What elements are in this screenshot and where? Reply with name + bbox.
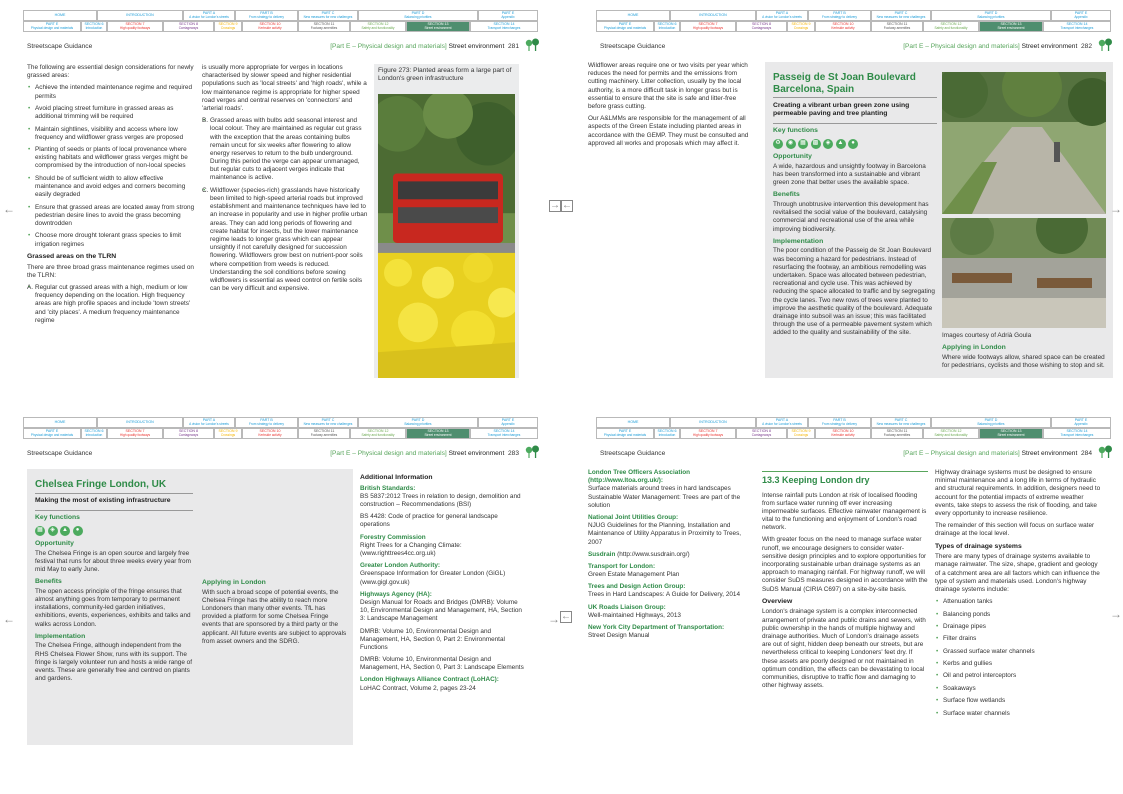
nav-section-13[interactable]: SECTION 13 Street environment	[979, 428, 1043, 439]
running-header	[600, 450, 1092, 458]
nav-section-6[interactable]: SECTION 6 Introduction	[81, 428, 107, 439]
list-item: • Attenuation tanks	[935, 598, 1103, 606]
regime-a: • A. Regular cut grassed areas with a high, medium or low frequency depending on the location. High frequency areas are high profile spaces and include 'town streets' and 'city places'. A medium frequency maintenance regime	[27, 284, 195, 325]
nav-section-9[interactable]: SECTION 9 Crossings	[787, 21, 815, 32]
left-arrow-icon[interactable]: ←	[561, 610, 571, 622]
list-item: • Drainage pipes	[935, 623, 1103, 631]
walking-icon: ♻	[773, 139, 783, 149]
nav-part-e[interactable]: PART E Appendix	[478, 10, 538, 21]
tree-icon	[524, 38, 540, 52]
left-arrow-icon[interactable]: ←	[3, 202, 15, 216]
intro-text: The following are essential design considerations for newly grassed areas:	[27, 64, 194, 80]
page-281	[0, 0, 540, 378]
types-heading: Types of drainage systems	[935, 542, 1022, 550]
nav-section-10[interactable]: SECTION 10 Kerbside activity	[242, 428, 298, 439]
list-item: • Grassed surface water channels	[935, 648, 1103, 656]
nav-part-c[interactable]: PART C New measures for new challenges	[871, 417, 931, 428]
page-number: 281	[507, 43, 519, 50]
section-nav	[23, 417, 538, 439]
nav-introduction[interactable]: INTRODUCTION	[670, 417, 756, 428]
ref-item: Design Manual for Roads and Bridges (DMRB): Volume 10, Environmental Design and Management, HA, Section 3: Landscape Management	[360, 598, 522, 623]
nav-part-e[interactable]: PART E Appendix	[478, 417, 538, 428]
planted-areas-photo	[378, 94, 515, 378]
ref-org: New York City Department of Transportation:	[588, 624, 725, 631]
overview-heading: Overview	[762, 597, 793, 605]
ref-org: National Joint Utilities Group:	[588, 513, 679, 521]
applying-text: Where wide footways allow, shared space can be created for pedestrians, cyclists and those wishing to stop and sit.	[942, 353, 1105, 370]
opportunity-text: The Chelsea Fringe is an open source and largely free festival that runs for about three weeks every year from mid May to early June.	[35, 549, 191, 573]
nav-home[interactable]: HOME	[596, 10, 670, 21]
nav-section-10[interactable]: SECTION 10 Kerbside activity	[242, 21, 298, 32]
nav-part-b[interactable]: PART B From strategy to delivery	[808, 417, 871, 428]
column-1	[27, 64, 195, 329]
benefits-heading: Benefits	[35, 578, 62, 586]
nav-part-e-physical[interactable]: PART E Physical design and materials	[23, 21, 81, 32]
nav-section-8[interactable]: SECTION 8 Carriageways	[163, 21, 214, 32]
regime-a-continued: is usually more appropriate for verges in locations characterised by slower speed and higher residential populations such as 'local streets' and 'high roads', while a low maintenance regime is appropriate for higher speed road verges and central reserves on 'connectors' and 'arterial roads'.	[202, 64, 367, 112]
list-item: • Surface flow wetlands	[935, 697, 1103, 705]
implementation-heading: Implementation	[35, 632, 86, 640]
left-arrow-icon[interactable]: ←	[562, 199, 572, 211]
paragraph: The remainder of this section will focus on surface water drainage at the local level.	[935, 522, 1095, 538]
regime-c: • C. Wildflower (species-rich) grasslands have historically been limited to high-speed arterial roads but improved establishment and maintenance techniques have led to an increase in popularity and use in higher profile urban areas. They can add long periods of flowering and create habitat for insects, but the lower maintenance regime leads to longer grass which can appear unsightly if not carefully designed for succession flowering. Wildflowers grow best on nutrient-poor soils where competition from weeds is reduced. Understanding the soil conditions before sowing wildflowers is essential as weed control on fertile soils can be very difficult and expensive.	[202, 187, 368, 293]
nav-part-a[interactable]: PART A A vision for London's streets	[756, 10, 808, 21]
paragraph: Intense rainfall puts London at risk of localised flooding from surface water running off ever increasing impermeable surfaces. Effective rainwater management is vital to the functioning and enjoyment of London's road network.	[762, 491, 927, 532]
ref-item: NJUG Guidelines for the Planning, Installation and Maintenance of Utility Apparatus in Proximity to Trees, 2007	[588, 522, 742, 546]
ref-item: Well-maintained Highways, 2013	[588, 611, 681, 619]
drainage-types-list	[935, 598, 1103, 718]
nav-section-14[interactable]: SECTION 14 Transport interchanges	[470, 21, 538, 32]
opportunity-text: A wide, hazardous and unsightly footway in Barcelona has been transformed into a sustainable and vibrant green zone that better uses the available space.	[773, 162, 926, 187]
left-arrow-icon[interactable]: ←	[3, 612, 15, 626]
nav-home[interactable]: HOME	[596, 417, 670, 428]
ref-item: Greenspace Information for Greater London (GiGL) (www.gigl.gov.uk)	[360, 570, 506, 586]
right-arrow-icon[interactable]: →	[1110, 202, 1122, 216]
nav-home[interactable]: HOME	[23, 10, 97, 21]
key-function-icons	[35, 526, 193, 536]
key-functions-heading: Key functions	[35, 514, 80, 522]
nav-section-6[interactable]: SECTION 6 Introduction	[654, 428, 680, 439]
nav-section-9[interactable]: SECTION 9 Crossings	[214, 428, 242, 439]
image-credit: Images courtesy of Adrià Goula	[942, 332, 1032, 339]
part-label: [Part E – Physical design and materials]	[330, 450, 447, 457]
nav-section-14[interactable]: SECTION 14 Transport interchanges	[470, 428, 538, 439]
nav-part-c[interactable]: PART C New measures for new challenges	[298, 10, 358, 21]
list-item: • Avoid placing street furniture in grassed areas as additional trimming will be required	[27, 105, 195, 121]
nav-section-12[interactable]: SECTION 12 Safety and functionality	[923, 428, 979, 439]
page-284	[573, 407, 1113, 785]
section-label: Street environment	[448, 43, 505, 50]
right-arrow-icon[interactable]: →	[1110, 607, 1122, 621]
page-283	[0, 407, 540, 785]
public-space-icon: ▦	[35, 526, 45, 536]
paragraph: Highway drainage systems must be designed to ensure minimal maintenance and a long life in terms of hydraulic and structural requirements. In addition, designers need to account for the potential impacts of extreme weather events, take steps to assess the risk of flooding, and take every opportunity to increase resilience.	[935, 469, 1101, 517]
ref-org: UK Roads Liaison Group:	[588, 603, 666, 611]
nav-section-8[interactable]: SECTION 8 Carriageways	[163, 428, 214, 439]
ref-item: Green Estate Management Plan	[588, 571, 680, 579]
right-arrow-icon[interactable]: →	[548, 612, 560, 626]
list-item: • Filter drains	[935, 635, 1103, 643]
nav-section-10[interactable]: SECTION 10 Kerbside activity	[815, 21, 871, 32]
list-item: • Choose more drought tolerant grass species to limit irrigation regimes	[27, 232, 195, 248]
benefits-text: Through unobtrusive intervention this development has revitalised the social value of the boulevard, catalysing commercial and recreational use of the area while improving biodiversity.	[773, 201, 929, 233]
tree-icon: ▲	[836, 139, 846, 149]
nav-part-d[interactable]: PART D Balancing priorities	[358, 10, 478, 21]
nav-section-10[interactable]: SECTION 10 Kerbside activity	[815, 428, 871, 439]
list-item: • Should be of sufficient width to allow effective maintenance and avoid edges and corners becoming easily degraded	[27, 175, 195, 200]
nav-part-e[interactable]: PART E Appendix	[1051, 417, 1111, 428]
list-item: • Planting of seeds or plants of local provenance where existing habitats and wildflower grass verges might be compromised by the introduction of non-local species	[27, 146, 195, 171]
applying-heading: Applying in London	[202, 579, 266, 586]
ref-org: Highways Agency (HA):	[360, 590, 432, 598]
nav-part-a[interactable]: PART A A vision for London's streets	[183, 417, 235, 428]
tree-icon	[1097, 38, 1113, 52]
nav-section-7[interactable]: SECTION 7 High quality footways	[107, 428, 163, 439]
ref-item: BS 4428: Code of practice for general landscape operations	[360, 513, 498, 529]
applying-text: With such a broad scope of potential events, the Chelsea Fringe has the ability to reach more Londoners than many other events. TfL has provided a platform for some Chelsea Fringe events that are sponsored by a third party or the applicant. All future events are subject to approvals from asset owners and the SDRG.	[202, 588, 347, 645]
ref-item: DMRB: Volume 10, Environmental Design and Management, HA, Section 0, Part 2: Environmental Functions	[360, 627, 505, 651]
case-title: Passeig de St Joan Boulevard Barcelona, Spain	[773, 72, 916, 95]
ref-org[interactable]: London Tree Officers Association (http://www.ltoa.org.uk/):	[588, 469, 691, 485]
implementation-heading: Implementation	[773, 237, 824, 245]
ref-item: BS 5837:2012 Trees in relation to design, demolition and construction – Recommendations (BSI)	[360, 492, 521, 509]
references-column	[588, 469, 756, 644]
additional-information	[360, 471, 528, 697]
nav-part-e-physical[interactable]: PART E Physical design and materials	[596, 21, 654, 32]
nav-part-a[interactable]: PART A A vision for London's streets	[183, 10, 235, 21]
types-intro: There are many types of drainage systems available to manage rainwater. The size, shape, gradient and geology of a catchment area are all factors which can influence the type of system and materials used. London's highway drainage systems include:	[935, 553, 1100, 593]
ref-item[interactable]: (http://www.susdrain.org/)	[617, 550, 690, 558]
nav-part-e-physical[interactable]: PART E Physical design and materials	[23, 428, 81, 439]
case-study-chelsea-fringe	[27, 469, 353, 745]
list-item: • Oil and petrol interceptors	[935, 672, 1103, 680]
nav-part-e[interactable]: PART E Appendix	[1051, 10, 1111, 21]
right-arrow-icon[interactable]: →	[550, 199, 560, 211]
key-function-icons	[773, 139, 937, 149]
running-header	[600, 43, 1092, 51]
regime-b: • B. Grassed areas with bulbs add seasonal interest and local colour. They are maintained as regular cut grass with the exception that the areas containing bulbs remain uncut for six weeks after flowering to allow energy reserves to return to the bulb underground. During this period the verge can appear unmanaged, but regular cuts to adjacent verges indicate that maintenance is active.	[202, 117, 368, 183]
opportunity-heading: Opportunity	[35, 539, 74, 547]
guide-title: Streetscape Guidance	[600, 43, 666, 50]
benefits-heading: Benefits	[773, 191, 800, 199]
tree-icon	[524, 445, 540, 459]
tree-icon: ▲	[60, 526, 70, 536]
nav-section-8[interactable]: SECTION 8 Carriageways	[736, 21, 787, 32]
nav-section-7[interactable]: SECTION 7 High quality footways	[107, 21, 163, 32]
ref-org: Forestry Commission	[360, 533, 426, 541]
cycling-icon: ◉	[786, 139, 796, 149]
paragraph: Wildflower areas require one or two visits per year which reduces the need for permits and the emissions from cutting machinery. Litter collection, usually by the local authority, is a more difficult task in longer grass but is essential to ensure that the site is safe and litter-free before grass cutting.	[588, 62, 748, 110]
applying-heading: Applying in London	[942, 344, 1006, 352]
additional-info-heading: Additional Information	[360, 474, 433, 481]
nav-section-7[interactable]: SECTION 7 High quality footways	[680, 21, 736, 32]
section-title: 13.3 Keeping London dry	[762, 471, 928, 487]
ref-item: DMRB: Volume 10, Environmental Design and Management, HA, Section 0, Part 3: Landscape Elements	[360, 656, 524, 672]
page-number: 282	[1080, 43, 1092, 50]
list-item: • Achieve the intended maintenance regime and required permits	[27, 84, 195, 100]
implementation-text: The Chelsea Fringe, although independent from the RHS Chelsea Flower Show, runs with its support. The fringe is largely volunteer run and hosts a wide range of events. These are generally free and centred on plants and gardens.	[35, 642, 193, 683]
nav-section-8[interactable]: SECTION 8 Carriageways	[736, 428, 787, 439]
list-item: • Ensure that grassed areas are located away from strong pedestrian desire lines to avoid the grass becoming downtrodden	[27, 204, 195, 229]
nav-introduction[interactable]: INTRODUCTION	[97, 417, 183, 428]
part-label: [Part E – Physical design and materials]	[903, 450, 1020, 457]
drop-icon: ●	[848, 139, 858, 149]
nav-introduction[interactable]: INTRODUCTION	[670, 10, 756, 21]
nav-section-13[interactable]: SECTION 13 Street environment	[979, 21, 1043, 32]
design-considerations-list	[27, 84, 195, 248]
overview-text: London's drainage system is a complex interconnected arrangement of private and public drains and sewers, with public ownership in the hands of multiple highway and drainage authorities. Much of London's drainage assets are out of sight, hidden deep beneath our streets, but are nevertheless critical to keeping Londoners' feet dry. If these assets are poorly designed or not maintained in optimum condition, the effects can be devastating to local communities, disruptive to traffic flow and damaging to other highway assets.	[762, 608, 926, 690]
nav-section-13[interactable]: SECTION 13 Street environment	[406, 21, 470, 32]
nav-section-9[interactable]: SECTION 9 Crossings	[787, 428, 815, 439]
guide-title: Streetscape Guidance	[27, 450, 93, 457]
ref-org: London Highways Alliance Contract (LoHAC):	[360, 676, 499, 684]
nav-section-11[interactable]: SECTION 11 Footway amenities	[298, 428, 350, 439]
case-subtitle: Creating a vibrant urban green zone using permeable paving and tree planting	[773, 101, 910, 118]
case-study-passeig	[765, 62, 1113, 378]
ref-org: British Standards:	[360, 484, 416, 492]
nav-section-11[interactable]: SECTION 11 Footway amenities	[871, 21, 923, 32]
column-2	[762, 471, 928, 694]
guide-title: Streetscape Guidance	[600, 450, 666, 457]
opportunity-heading: Opportunity	[773, 153, 812, 161]
case-subtitle: Making the most of existing infrastructure	[35, 497, 171, 504]
list-item: • Kerbs and gullies	[935, 660, 1103, 668]
section-nav	[596, 417, 1111, 439]
nav-part-e-physical[interactable]: PART E Physical design and materials	[596, 428, 654, 439]
ref-item: Surface materials around trees in hard landscapes	[588, 485, 731, 493]
ref-org: Susdrain	[588, 550, 616, 558]
ref-org: Trees and Design Action Group:	[588, 583, 686, 591]
nav-section-11[interactable]: SECTION 11 Footway amenities	[298, 21, 350, 32]
access-icon: ◈	[48, 526, 58, 536]
guide-title: Streetscape Guidance	[27, 43, 93, 50]
column-2	[202, 64, 368, 297]
nav-home[interactable]: HOME	[23, 417, 97, 428]
section-nav	[23, 10, 538, 32]
tree-icon	[1097, 445, 1113, 459]
nav-part-c[interactable]: PART C New measures for new challenges	[871, 10, 931, 21]
figure-caption: Figure 273: Planted areas form a large part of London's green infrastructure	[378, 67, 512, 83]
nav-section-11[interactable]: SECTION 11 Footway amenities	[871, 428, 923, 439]
nav-part-b[interactable]: PART B From strategy to delivery	[235, 10, 298, 21]
nav-part-b[interactable]: PART B From strategy to delivery	[235, 417, 298, 428]
section-label: Street environment	[1021, 43, 1078, 50]
nav-section-9[interactable]: SECTION 9 Crossings	[214, 21, 242, 32]
section-label: Street environment	[1021, 450, 1078, 457]
access-icon: ◈	[823, 139, 833, 149]
paragraph: Our A&LMMs are responsible for the management of all aspects of the Green Estate including planted areas in accordance with the GEMP. They must be consulted and approved all works and proposals which may affect it.	[588, 115, 749, 147]
nav-section-13[interactable]: SECTION 13 Street environment	[406, 428, 470, 439]
nav-part-d[interactable]: PART D Balancing priorities	[931, 10, 1051, 21]
benefits-text: The open access principle of the fringe ensures that almost anything goes from temporary to permanent installations, community-led garden initiatives, exhibitions, events, experiences, exhibits and talks and walks across London.	[35, 587, 191, 628]
case-title: Chelsea Fringe London, UK	[35, 479, 167, 490]
part-label: [Part E – Physical design and materials]	[903, 43, 1020, 50]
list-item: • Soakaways	[935, 685, 1103, 693]
section-label: Street environment	[448, 450, 505, 457]
ref-org: Greater London Authority:	[360, 562, 440, 570]
nav-part-d[interactable]: PART D Balancing priorities	[358, 417, 478, 428]
nav-part-d[interactable]: PART D Balancing priorities	[931, 417, 1051, 428]
page-number: 284	[1080, 450, 1092, 457]
list-item: • Maintain sightlines, visibility and access where low frequency and wildflower grass verges are proposed	[27, 126, 195, 142]
nav-section-7[interactable]: SECTION 7 High quality footways	[680, 428, 736, 439]
key-functions-heading: Key functions	[773, 127, 818, 135]
ref-item: Trees in Hard Landscapes: A Guide for Delivery, 2014	[588, 591, 741, 599]
nav-section-12[interactable]: SECTION 12 Safety and functionality	[923, 21, 979, 32]
bus-icon: ▩	[811, 139, 821, 149]
running-header	[27, 450, 519, 458]
page-282	[573, 0, 1113, 378]
public-space-icon: ▦	[798, 139, 808, 149]
ref-item: Sustainable Water Management: Trees are part of the solution	[588, 493, 741, 509]
column-1	[588, 62, 756, 152]
tlrn-heading: Grassed areas on the TLRN	[27, 252, 117, 260]
part-label: [Part E – Physical design and materials]	[330, 43, 447, 50]
boulevard-photo-1	[942, 72, 1106, 214]
column-3	[935, 469, 1103, 722]
nav-section-12[interactable]: SECTION 12 Safety and functionality	[350, 428, 406, 439]
nav-section-14[interactable]: SECTION 14 Transport interchanges	[1043, 21, 1111, 32]
paragraph: With greater focus on the need to manage surface water runoff, we encourage designers to consider water-sensitive design principles and to explore opportunities for incorporating sustainable urban drainage systems as an approach to managing rainfall. For highway runoff, we will consider SuDS measures designed in accordance with the SuDS Manual (CIRIA C697) on a site-by-site basis.	[762, 536, 928, 593]
nav-section-6[interactable]: SECTION 6 Introduction	[81, 21, 107, 32]
page-number: 283	[507, 450, 519, 457]
implementation-text: The poor condition of the Passeig de St Joan Boulevard was becoming a hazard for pedestrians. Instead of resurfacing the footway, an ambitious remodelling was undertaken. Space was allocated between pedestrian, recreational and cycle use. This was achieved by reducing the space allocated to traffic and by segregating the cycle lanes. Two new rows of trees were planted to improve the aesthetic quality of the boulevard. Adequate drainage into subsoil was an issue; this was facilitated through the use of a permeable pavement system which added to the quality and sustainability of the site.	[773, 247, 935, 337]
running-header	[27, 43, 519, 51]
list-item: • Surface water channels	[935, 710, 1103, 718]
ref-item: LoHAC Contract, Volume 2, pages 23-24	[360, 684, 476, 692]
list-item: • Balancing ponds	[935, 611, 1103, 619]
ref-org: Transport for London:	[588, 562, 656, 570]
nav-part-c[interactable]: PART C New measures for new challenges	[298, 417, 358, 428]
nav-section-14[interactable]: SECTION 14 Transport interchanges	[1043, 428, 1111, 439]
figure-273	[374, 64, 519, 378]
drop-icon: ●	[73, 526, 83, 536]
ref-item: Right Trees for a Changing Climate: (www.righttrees4cc.org.uk)	[360, 541, 462, 557]
nav-section-12[interactable]: SECTION 12 Safety and functionality	[350, 21, 406, 32]
boulevard-photo-2	[942, 218, 1106, 328]
tlrn-intro: There are three broad grass maintenance regimes used on the TLRN:	[27, 263, 194, 279]
nav-part-a[interactable]: PART A A vision for London's streets	[756, 417, 808, 428]
nav-part-b[interactable]: PART B From strategy to delivery	[808, 10, 871, 21]
ref-item: Street Design Manual	[588, 632, 650, 640]
nav-introduction[interactable]: INTRODUCTION	[97, 10, 183, 21]
section-nav	[596, 10, 1111, 32]
nav-section-6[interactable]: SECTION 6 Introduction	[654, 21, 680, 32]
